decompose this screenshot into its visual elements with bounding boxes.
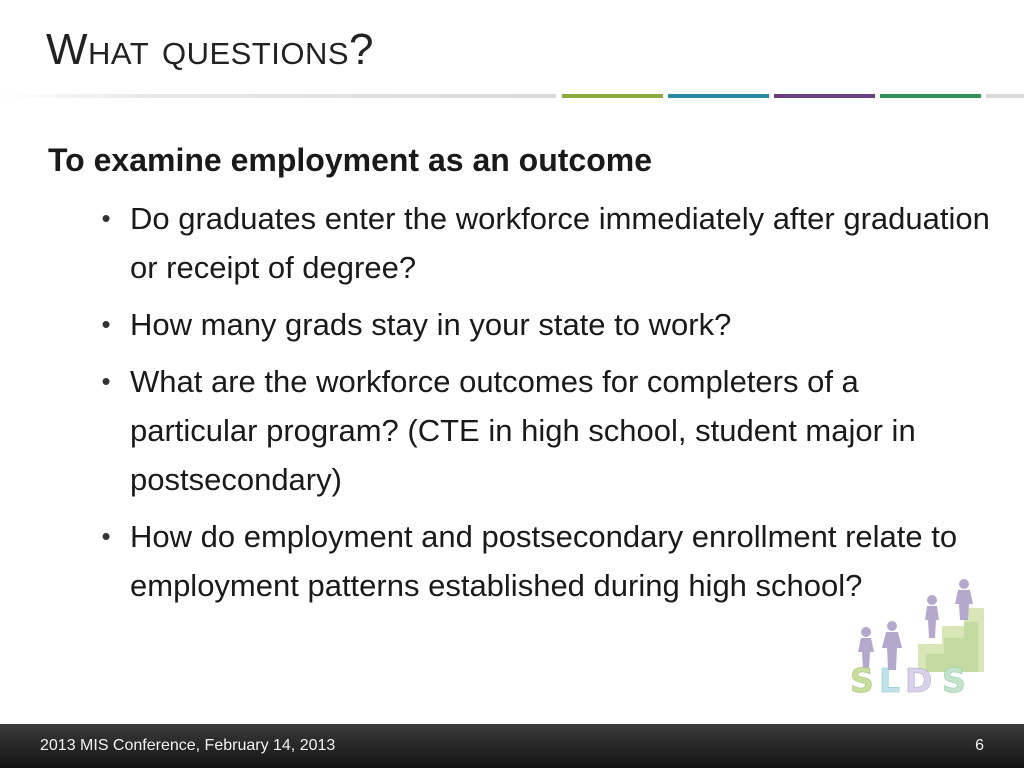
title-rule-purple <box>774 94 875 98</box>
bullet-dot: • <box>101 309 111 339</box>
svg-text:L: L <box>879 661 901 696</box>
bullet-text: Do graduates enter the workforce immediately after graduation or receipt of degree? <box>130 201 990 285</box>
svg-text:D: D <box>905 661 933 696</box>
bullet-item <box>96 300 996 349</box>
page-number: 6 <box>975 737 984 754</box>
bullet-item <box>96 194 996 292</box>
slide-title: What questions? <box>46 25 375 74</box>
bullet-text: How many grads stay in your state to work? <box>130 307 732 342</box>
bullet-text: How do employment and postsecondary enrollment relate to employment patterns established during high school? <box>130 519 958 603</box>
footer-text: 2013 MIS Conference, February 14, 2013 <box>40 737 336 754</box>
slds-logo-icon <box>848 576 986 696</box>
svg-text:S: S <box>942 661 966 696</box>
bullet-list <box>96 194 996 618</box>
title-rule-green <box>562 94 663 98</box>
bullet-item <box>96 357 996 504</box>
title-rule-dark-green <box>880 94 981 98</box>
title-rule-gray <box>0 94 556 98</box>
bullet-dot: • <box>101 203 111 233</box>
svg-text:S: S <box>850 661 874 696</box>
title-rule-teal <box>668 94 769 98</box>
section-heading: To examine employment as an outcome <box>48 142 653 178</box>
bullet-dot: • <box>101 521 111 551</box>
logo-lettering <box>850 661 966 696</box>
title-rule-end <box>986 94 1024 98</box>
bullet-text: What are the workforce outcomes for completers of a particular program? (CTE in high school, student major in postsecondary) <box>130 364 916 497</box>
bullet-dot: • <box>101 366 111 396</box>
